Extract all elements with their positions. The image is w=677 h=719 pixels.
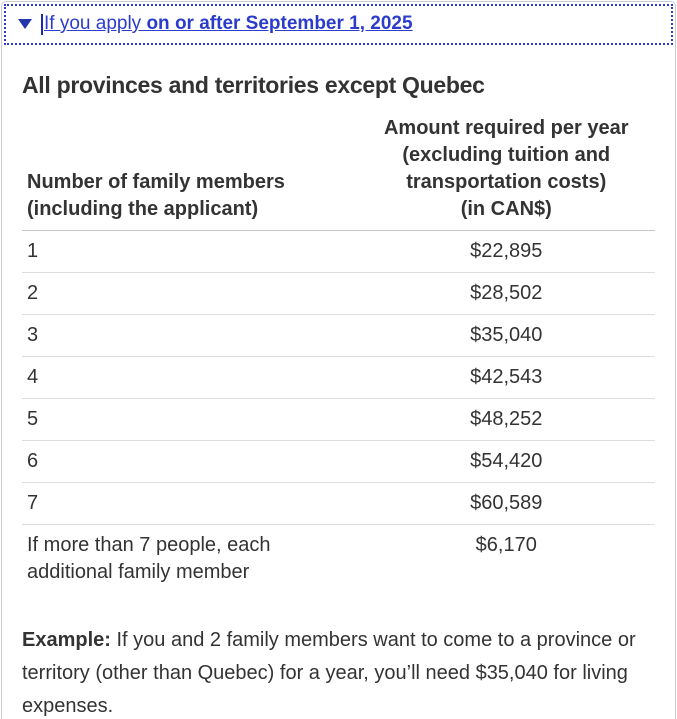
amount-cell: $60,589	[357, 483, 655, 525]
amount-header-line: Amount required per year	[383, 117, 629, 139]
amount-cell: $42,543	[357, 357, 655, 399]
details-summary[interactable]	[2, 2, 675, 47]
details-content	[2, 72, 675, 719]
table-row	[22, 357, 655, 399]
table-row	[22, 273, 655, 315]
table-row	[22, 441, 655, 483]
family-members-cell: 3	[22, 315, 357, 357]
amount-header-line: transportation costs)	[406, 171, 607, 193]
example-paragraph	[22, 624, 655, 719]
family-members-cell: 1	[22, 231, 357, 273]
summary-text-regular: If you apply	[44, 13, 147, 34]
amount-cell: $22,895	[357, 231, 655, 273]
amount-cell: $54,420	[357, 441, 655, 483]
details-summary-link[interactable]	[44, 13, 413, 34]
family-members-cell: 4	[22, 357, 357, 399]
section-heading: All provinces and territories except Quebec	[22, 72, 485, 98]
amount-cell: $35,040	[357, 315, 655, 357]
amount-header-line: (excluding tuition and	[402, 144, 611, 166]
members-header-line: Number of family members	[27, 171, 285, 193]
table-row	[22, 399, 655, 441]
amount-cell: $48,252	[357, 399, 655, 441]
members-column-header	[22, 115, 357, 231]
family-members-cell: 2	[22, 273, 357, 315]
table-row	[22, 231, 655, 273]
family-members-cell: If more than 7 people, each additional family member	[27, 534, 271, 583]
members-header-line: (including the applicant)	[27, 198, 259, 220]
details-expander	[1, 1, 676, 719]
text-caret	[41, 14, 43, 35]
table-row	[22, 315, 655, 357]
amount-cell: $28,502	[357, 273, 655, 315]
example-text: If you and 2 family members want to come to a province or territory (other than Quebec) for a year, you’ll need $35,040 for living expenses.	[22, 629, 636, 717]
amount-column-header	[357, 115, 655, 231]
example-label: Example:	[22, 629, 111, 651]
family-members-cell: 7	[22, 483, 357, 525]
amount-cell: $6,170	[475, 534, 537, 556]
summary-text-bold: on or after September 1, 2025	[146, 13, 413, 34]
amount-header-line: (in CAN$)	[460, 198, 552, 220]
funds-table	[22, 115, 655, 600]
family-members-cell: 6	[22, 441, 357, 483]
family-members-cell: 5	[22, 399, 357, 441]
table-row	[22, 483, 655, 525]
table-header-row	[22, 115, 655, 231]
table-row	[22, 525, 655, 601]
triangle-down-icon	[18, 19, 32, 29]
